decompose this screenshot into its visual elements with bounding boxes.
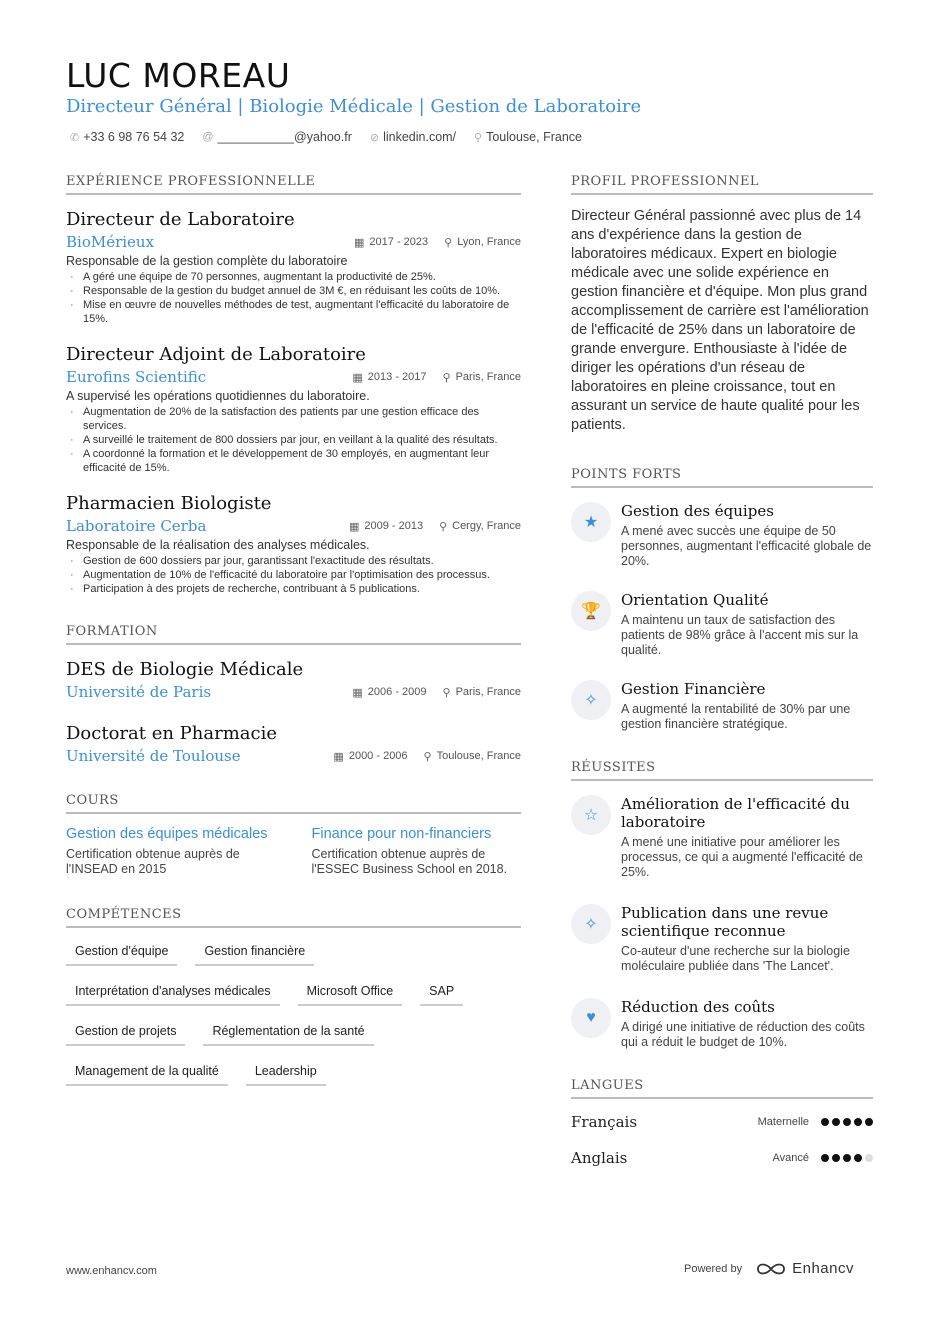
course-entry: [312, 826, 522, 877]
contact-email[interactable]: [202, 130, 352, 144]
experience-section-title: EXPÉRIENCE PROFESSIONNELLE: [66, 174, 521, 195]
achievement-item: [571, 795, 873, 880]
job-dates-text: 2009 - 2013: [364, 520, 424, 532]
item-description: A dirigé une initiative de réduction des coûts qui a réduit le budget de 10%.: [621, 1020, 865, 1049]
email-text: ___________@yahoo.fr: [217, 130, 352, 144]
rating-dots: [821, 1118, 873, 1126]
skill-tag: Management de la qualité: [66, 1060, 228, 1086]
item-body: [621, 904, 873, 974]
location-pin-icon: ⚲: [444, 236, 453, 249]
item-description: A maintenu un taux de satisfaction des patients de 98% grâce à l'accent mis sur la qualité.: [621, 613, 859, 657]
education-dates: [333, 750, 407, 763]
languages-list: [571, 1113, 873, 1167]
wand-icon: ✧: [571, 680, 611, 720]
footer-website[interactable]: www.enhancv.com: [66, 1265, 157, 1277]
rating-dot: [832, 1118, 840, 1126]
phone-text: +33 6 98 76 54 32: [83, 130, 185, 144]
location-text: Toulouse, France: [486, 130, 582, 144]
achievements-section-title: RÉUSSITES: [571, 760, 873, 781]
job-entry: [66, 344, 521, 475]
item-body: [621, 502, 873, 569]
rating-dot: [821, 1118, 829, 1126]
location-pin-icon: ⚲: [474, 131, 483, 144]
job-bullet: · A coordonné la formation et le développement de 30 employés, en augmentant leur efficacité de 15%.: [66, 447, 521, 475]
skill-tag: Réglementation de la santé: [203, 1020, 373, 1046]
location-pin-icon: ⚲: [442, 686, 451, 699]
achievement-item: [571, 904, 873, 974]
skills-section-title: COMPÉTENCES: [66, 907, 521, 928]
education-dates: [352, 686, 426, 699]
course-description: Certification obtenue auprès de l'INSEAD en 2015: [66, 847, 240, 876]
location-pin-icon: ⚲: [439, 520, 448, 533]
job-title: Pharmacien Biologiste: [66, 493, 272, 514]
item-title: Gestion Financière: [621, 680, 766, 698]
contact-location: [474, 130, 582, 144]
achievements-list: [571, 795, 873, 1050]
education-meta: [333, 750, 521, 763]
item-title: Gestion des équipes: [621, 502, 774, 520]
job-dates: [352, 371, 426, 384]
job-meta: [352, 371, 521, 384]
job-meta: [354, 236, 521, 249]
brand-name: Enhancv: [792, 1260, 854, 1277]
calendar-icon: ▦: [352, 686, 363, 699]
company-name: Laboratoire Cerba: [66, 517, 207, 535]
item-title: Publication dans une revue scientifique reconnue: [621, 904, 829, 940]
item-title: Amélioration de l'efficacité du laboratoire: [621, 795, 850, 831]
skill-tag: Microsoft Office: [298, 980, 403, 1006]
language-proficiency: [758, 1116, 873, 1128]
item-body: [621, 680, 873, 732]
course-title: Finance pour non-financiers: [311, 826, 492, 842]
strength-item: [571, 591, 873, 658]
job-bullet: · Responsable de la gestion du budget annuel de 3M €, en réduisant les coûts de 10%.: [66, 284, 521, 298]
job-bullets: [66, 405, 521, 475]
candidate-name: LUC MOREAU: [66, 56, 291, 95]
calendar-icon: ▦: [348, 520, 360, 533]
skill-tag: SAP: [420, 980, 463, 1006]
education-list: [66, 659, 521, 765]
skills-list: [66, 940, 521, 1086]
item-body: [621, 795, 873, 880]
rating-dot: [843, 1118, 851, 1126]
job-meta-row: [66, 368, 521, 386]
job-bullets: [66, 270, 521, 326]
powered-by-text: Powered by: [684, 1262, 743, 1275]
course-description: Certification obtenue auprès de l'ESSEC Business School en 2018.: [311, 847, 508, 876]
job-bullet: · Gestion de 600 dossiers par jour, garantissant l'exactitude des résultats.: [66, 554, 521, 568]
job-dates-text: 2017 - 2023: [369, 236, 429, 248]
job-title: Directeur Adjoint de Laboratoire: [66, 344, 366, 365]
school-name: Université de Paris: [66, 683, 212, 701]
language-name: Anglais: [571, 1149, 628, 1167]
education-location: [424, 750, 521, 763]
item-description: A mené avec succès une équipe de 50 personnes, augmentant l'efficacité globale de 20%.: [621, 524, 872, 568]
rating-dot: [854, 1154, 862, 1162]
job-bullet: · A géré une équipe de 70 personnes, augmentant la productivité de 25%.: [66, 270, 521, 284]
job-meta-row: [66, 233, 521, 251]
education-meta-row: [66, 683, 521, 701]
job-bullets: [66, 554, 521, 596]
job-title: Directeur de Laboratoire: [66, 209, 295, 230]
job-dates-text: 2013 - 2017: [367, 371, 427, 383]
strengths-section-title: POINTS FORTS: [571, 467, 873, 488]
enhancv-logo-icon: [756, 1261, 786, 1277]
item-title: Orientation Qualité: [621, 591, 769, 609]
location-pin-icon: ⚲: [442, 371, 451, 384]
calendar-icon: ▦: [333, 750, 344, 763]
job-description: Responsable de la réalisation des analyses médicales.: [66, 538, 370, 552]
footer-powered: [684, 1260, 854, 1277]
headline: Directeur Général | Biologie Médicale | Gestion de Laboratoire: [66, 96, 642, 117]
school-name: Université de Toulouse: [66, 747, 241, 765]
language-proficiency: [773, 1152, 874, 1164]
job-description: A supervisé les opérations quotidiennes du laboratoire.: [66, 389, 370, 403]
course-entry: [66, 826, 276, 877]
item-description: Co-auteur d'une recherche sur la biologie moléculaire publiée dans 'The Lancet'.: [621, 944, 850, 973]
job-location: [439, 520, 521, 533]
achievement-item: [571, 998, 873, 1050]
rating-dot: [821, 1154, 829, 1162]
calendar-icon: ▦: [354, 236, 365, 249]
company-name: BioMérieux: [66, 233, 155, 251]
item-description: A augmenté la rentabilité de 30% par une gestion financière stratégique.: [621, 702, 851, 731]
education-location-text: Toulouse, France: [436, 750, 521, 762]
job-location-text: Cergy, France: [452, 520, 521, 532]
course-title: Gestion des équipes médicales: [66, 826, 268, 842]
education-location-text: Paris, France: [455, 686, 521, 698]
courses-list: [66, 826, 521, 877]
company-name: Eurofins Scientific: [66, 368, 207, 386]
rating-dot: [865, 1154, 873, 1162]
rating-dot: [843, 1154, 851, 1162]
education-dates-text: 2006 - 2009: [367, 686, 427, 698]
job-dates: [349, 520, 423, 533]
language-level: Avancé: [772, 1152, 809, 1164]
skill-tag: Gestion d'équipe: [66, 940, 177, 966]
right-column: [571, 174, 873, 1167]
education-entry: [66, 659, 521, 701]
education-location: [443, 686, 521, 699]
job-bullet: · Augmentation de 10% de l'efficacité du laboratoire par l'optimisation des processus.: [66, 568, 521, 582]
phone-icon: ✆: [70, 131, 80, 144]
linkedin-text: linkedin.com/: [383, 130, 457, 144]
strength-item: [571, 680, 873, 732]
item-body: [621, 591, 873, 658]
contact-bar: [70, 130, 582, 144]
link-icon: ⊘: [369, 131, 380, 144]
language-level: Maternelle: [757, 1116, 809, 1128]
at-icon: @: [202, 131, 214, 143]
job-entry: [66, 209, 521, 326]
job-dates: [354, 236, 428, 249]
job-description: Responsable de la gestion complète du laboratoire: [66, 254, 348, 268]
education-section-title: FORMATION: [66, 624, 521, 645]
item-title: Réduction des coûts: [621, 998, 775, 1016]
skill-tag: Interprétation d'analyses médicales: [66, 980, 280, 1006]
languages-section-title: LANGUES: [571, 1078, 873, 1099]
language-row: [571, 1113, 873, 1131]
job-location-text: Lyon, France: [457, 236, 521, 248]
job-bullet: · Mise en œuvre de nouvelles méthodes de test, augmentant l'efficacité du laboratoire de 15%.: [66, 298, 521, 326]
skill-tag: Gestion financière: [195, 940, 314, 966]
strengths-list: [571, 502, 873, 732]
heart-icon: ♥: [571, 998, 611, 1038]
item-description: A mené une initiative pour améliorer les processus, ce qui a augmenté l'efficacité de 25%.: [621, 835, 863, 879]
job-location-text: Paris, France: [455, 371, 521, 383]
job-entry: [66, 493, 521, 596]
education-dates-text: 2000 - 2006: [348, 750, 408, 762]
skill-tag: Leadership: [246, 1060, 326, 1086]
rating-dot: [854, 1118, 862, 1126]
language-row: [571, 1149, 873, 1167]
degree-title: DES de Biologie Médicale: [66, 659, 304, 680]
job-location: [443, 371, 521, 384]
calendar-icon: ▦: [352, 371, 363, 384]
profile-summary: Directeur Général passionné avec plus de 14 ans d'expérience dans la gestion de laboratoires médicaux. Expert en biologie médicale avec une solide expérience en gestion financière et d'équipe. Mon plus grand accomplissement de carrière est l'amélioration de l'efficacité de 25% dans un laboratoire de grande envergure. Enthousiaste à l'idée de diriger les opérations d'un réseau de laboratoires en pleine croissance, tout en assurant un service de haute qualité pour les patients.: [571, 208, 869, 433]
rating-dot: [832, 1154, 840, 1162]
item-body: [621, 998, 873, 1050]
language-name: Français: [571, 1113, 638, 1131]
courses-section-title: COURS: [66, 793, 521, 814]
job-meta: [349, 520, 521, 533]
rating-dot: [865, 1118, 873, 1126]
contact-phone: [70, 130, 184, 144]
wand-icon: ✧: [571, 904, 611, 944]
job-location: [444, 236, 521, 249]
location-pin-icon: ⚲: [423, 750, 432, 763]
education-meta: [352, 686, 521, 699]
degree-title: Doctorat en Pharmacie: [66, 723, 278, 744]
trophy-icon: 🏆: [571, 591, 611, 631]
strength-item: [571, 502, 873, 569]
education-meta-row: [66, 747, 521, 765]
left-column: [66, 174, 521, 1086]
profile-section-title: PROFIL PROFESSIONNEL: [571, 174, 873, 195]
star-outline-icon: ☆: [571, 795, 611, 835]
experience-list: [66, 209, 521, 596]
skill-tag: Gestion de projets: [66, 1020, 185, 1046]
job-bullet: · A surveillé le traitement de 800 dossiers par jour, en veillant à la qualité des résultats.: [66, 433, 521, 447]
education-entry: [66, 723, 521, 765]
contact-linkedin[interactable]: [370, 130, 456, 144]
star-icon: ★: [571, 502, 611, 542]
job-bullet: · Augmentation de 20% de la satisfaction des patients par une gestion efficace des services.: [66, 405, 521, 433]
rating-dots: [821, 1154, 873, 1162]
job-bullet: · Participation à des projets de recherche, contribuant à 5 publications.: [66, 582, 521, 596]
brand-logo[interactable]: [756, 1260, 854, 1277]
job-meta-row: [66, 517, 521, 535]
